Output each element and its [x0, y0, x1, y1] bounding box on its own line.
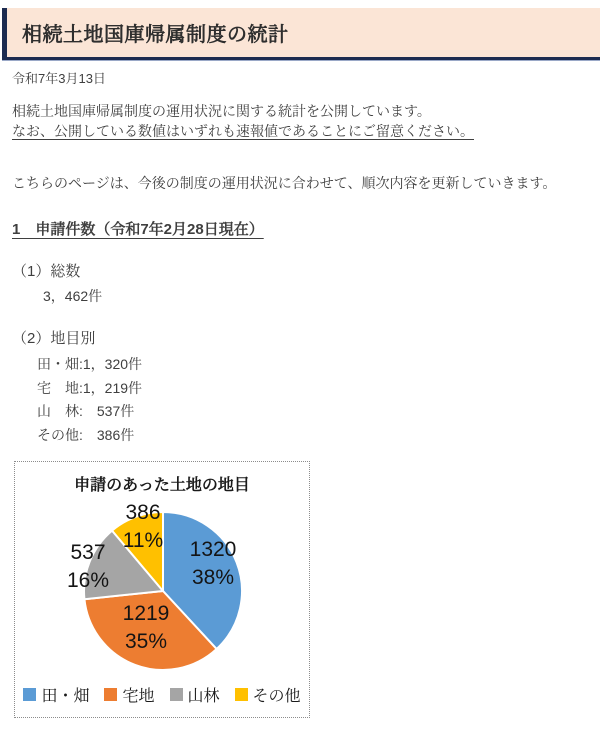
legend-item: [104, 683, 154, 706]
total-count: 3，462件: [43, 288, 103, 304]
legend-item: [235, 683, 301, 706]
category-item: 宅 地:1，219件: [37, 379, 143, 396]
pie-label-value: 537: [70, 541, 106, 564]
preliminary-note: なお、公開している数値はいずれも速報値であることにご留意ください。: [12, 123, 474, 139]
legend-item: [170, 683, 220, 706]
pie-data-label: [190, 536, 237, 592]
pie-label-percent: 11%: [122, 529, 164, 552]
pie-data-label: [67, 539, 109, 595]
legend-label: 山林: [187, 688, 220, 705]
main-content: [0, 60, 600, 718]
legend-label: 田・畑: [41, 688, 90, 705]
legend-color-icon: [235, 688, 248, 701]
pie-label-percent: 35%: [124, 630, 168, 653]
subsection-total-label: （1）総数: [12, 263, 81, 280]
pie-data-label: [123, 600, 170, 656]
section-heading: 1 申請件数（令和7年2月28日現在）: [12, 221, 264, 238]
legend-item: [23, 683, 89, 706]
subsection-by-category-label: （2）地目別: [12, 330, 96, 347]
category-item: その他: 386件: [37, 426, 135, 443]
intro-line: 相続土地国庫帰属制度の運用状況に関する統計を公開しています。: [12, 103, 431, 119]
page-header: [2, 8, 600, 60]
publish-date: 令和7年3月13日: [12, 71, 106, 86]
legend-label: 宅地: [122, 688, 155, 705]
pie-label-value: 386: [125, 501, 161, 524]
page-title: 相続土地国庫帰属制度の統計: [22, 24, 289, 46]
intro-paragraph: [12, 101, 590, 141]
legend-color-icon: [23, 688, 36, 701]
legend-label: その他: [252, 688, 301, 705]
category-item: 山 林: 537件: [37, 403, 135, 419]
pie-chart-panel: [14, 461, 310, 718]
chart-legend: [15, 683, 309, 706]
legend-color-icon: [104, 688, 117, 701]
pie-label-value: 1219: [122, 602, 170, 625]
chart-title: 申請のあった土地の地目: [74, 477, 250, 494]
category-item: 田・畑:1，320件: [37, 356, 143, 372]
pie-data-label: [123, 499, 163, 555]
pie-label-percent: 38%: [191, 566, 235, 589]
category-list: [12, 353, 590, 447]
legend-color-icon: [170, 688, 183, 701]
update-note: こちらのページは、今後の制度の運用状況に合わせて、順次内容を更新していきます。: [12, 175, 557, 191]
pie-label-percent: 16%: [66, 569, 110, 592]
pie-label-value: 1320: [189, 538, 237, 561]
